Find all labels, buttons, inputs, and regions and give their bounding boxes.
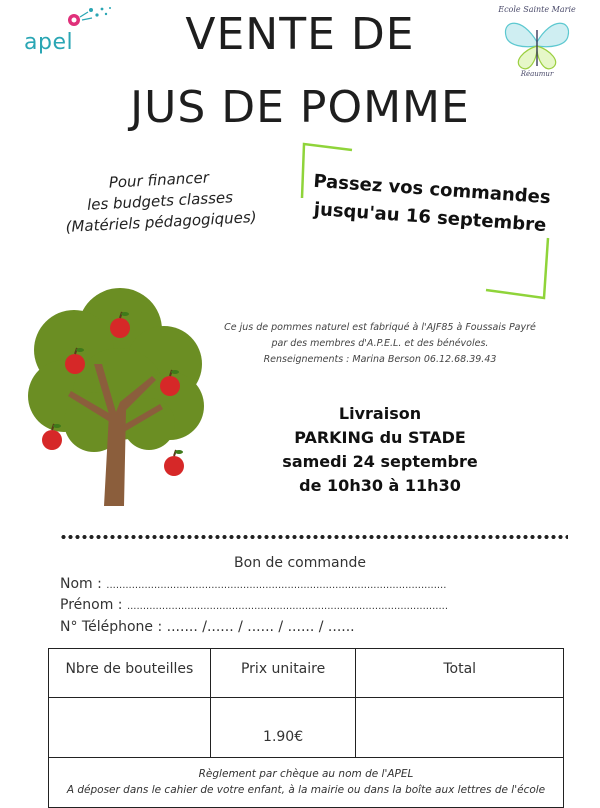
financing-line-2: les budgets classes [86, 188, 234, 214]
delivery-heading: Livraison [338, 404, 422, 423]
financing-line-3: (Matériels pédagogiques) [65, 207, 258, 236]
bottle-count-cell[interactable] [49, 698, 211, 758]
payment-line-1: Règlement par chèque au nom de l'APEL [198, 768, 414, 780]
delivery-details [270, 402, 490, 498]
total-cell[interactable] [356, 698, 564, 758]
name-label: Nom : [60, 576, 107, 592]
table-header-row [49, 649, 564, 698]
firstname-blank: ..................................................................................................... [126, 601, 449, 612]
delivery-date: samedi 24 septembre [282, 452, 478, 471]
header-unit-price: Prix unitaire [210, 649, 356, 698]
unit-price-cell: 1.90€ [210, 698, 356, 758]
school-name: Ecole Sainte Marie [498, 5, 576, 14]
firstname-label: Prénom : [60, 597, 127, 613]
name-blank: ........................................................................................................... [106, 580, 447, 591]
firstname-field[interactable] [60, 597, 448, 613]
apel-logo-text: apel [24, 30, 74, 55]
apple-tree-illustration [24, 284, 208, 510]
order-form-title: Bon de commande [234, 555, 366, 571]
info-line-1: Ce jus de pommes naturel est fabriqué à l'AJF85 à Foussais Payré [224, 322, 536, 333]
title-line-2: JUS DE POMME [130, 82, 470, 133]
header-total: Total [356, 649, 564, 698]
delivery-time: de 10h30 à 11h30 [299, 476, 461, 495]
financing-text [39, 164, 282, 239]
apple-icon [164, 450, 184, 476]
school-town: Réaumur [520, 70, 554, 78]
title-line-1: VENTE DE [185, 9, 415, 60]
order-deadline-line-1: Passez vos commandes [312, 170, 552, 209]
name-field[interactable] [60, 576, 446, 592]
info-line-3: Renseignements : Marina Berson 06.12.68.39.43 [263, 354, 497, 365]
financing-line-1: Pour financer [108, 168, 210, 192]
info-line-2: par des membres d'A.P.E.L. et des bénévoles. [271, 338, 489, 349]
payment-line-2: A déposer dans le cahier de votre enfant, à la mairie ou dans la boîte aux lettres de l'école [66, 784, 546, 796]
phone-field[interactable] [60, 619, 355, 635]
product-info [210, 320, 550, 368]
phone-label: N° Téléphone : ....... /...... / ...... / ...... / ...... [60, 619, 355, 635]
payment-instructions [49, 758, 564, 808]
table-row [49, 698, 564, 758]
cut-line-divider [60, 534, 568, 540]
order-table [48, 648, 564, 808]
delivery-place: PARKING du STADE [294, 428, 466, 447]
header-bottle-count: Nbre de bouteilles [49, 649, 211, 698]
order-deadline-line-2: jusqu'au 16 septembre [313, 198, 547, 237]
payment-row [49, 758, 564, 808]
